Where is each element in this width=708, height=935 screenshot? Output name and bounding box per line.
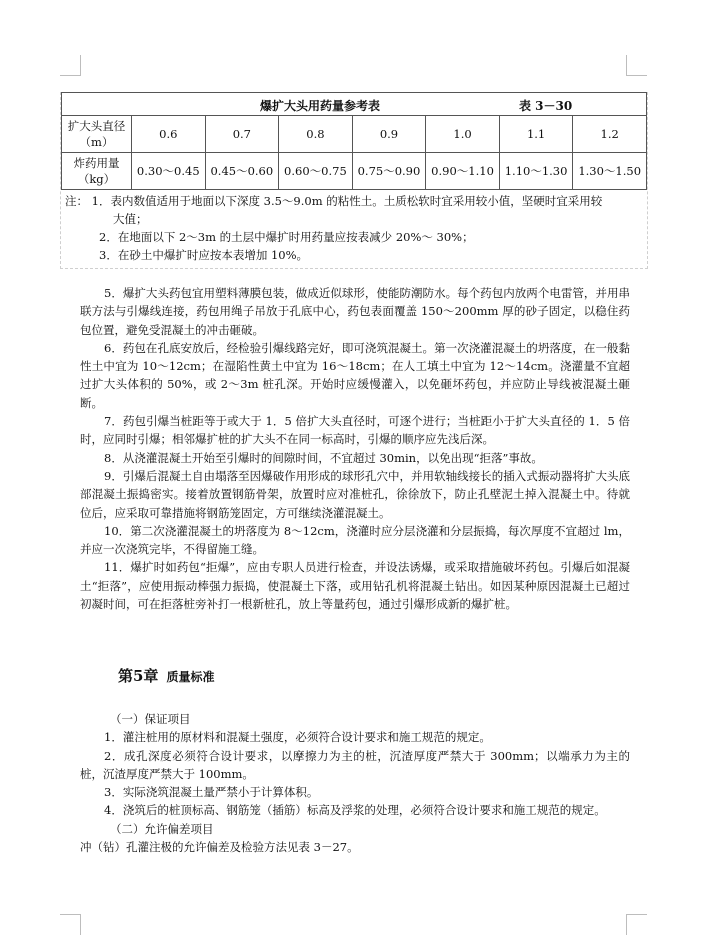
table-row-amount xyxy=(62,153,647,190)
table-cell: 1.0 xyxy=(426,116,500,153)
paragraph: 2．成孔深度必须符合设计要求，以摩擦力为主的桩，沉渣厚度严禁大于 300mm；以端承力为主的桩，沉渣厚度严禁大于 100mm。 xyxy=(80,748,630,781)
table-caption xyxy=(61,92,647,115)
paragraph: 10．第二次浇灌混凝土的坍落度为 8～12cm，浇灌时应分层浇灌和分层振捣，每次厚度不宜超过 lm，并应一次浇筑完毕，不得留施工缝。 xyxy=(80,523,630,557)
table-cell: 0.6 xyxy=(132,116,206,153)
table-cell: 0.75～0.90 xyxy=(352,153,426,190)
table-cell: 1.1 xyxy=(499,116,573,153)
table-note: 2．在地面以下 2～3m 的土层中爆扩时用药量应按表减少 20%～ 30%； xyxy=(99,230,474,244)
table-cell: 1.30～1.50 xyxy=(573,153,647,190)
table-cell: 1.10～1.30 xyxy=(499,153,573,190)
paragraph: 3．实际浇筑混凝土量严禁小于计算体积。 xyxy=(104,785,319,800)
subheading-guarantee: （一）保证项目 xyxy=(110,712,191,726)
table-cell: 0.60～0.75 xyxy=(279,153,353,190)
paragraph: 7．药包引爆当桩距等于或大于 1．5 倍扩大头直径时，可逐个进行；当桩距小于扩大头直径的 1．5 倍时，应同时引爆；相邻爆扩桩的扩大头不在同一标高时，引爆的顺序应先浅后深。 xyxy=(80,414,630,447)
table-note: 大值； xyxy=(113,212,148,226)
crop-mark-bottom-left xyxy=(60,914,81,935)
paragraph: 8．从浇灌混凝土开始至引爆时的间隙时间，不宜超过 30min，以免出现“拒落”事故。 xyxy=(104,450,543,465)
table-cell: 0.9 xyxy=(352,116,426,153)
paragraph: 冲（钻）孔灌注极的允许偏差及检验方法见表 3－27。 xyxy=(80,840,359,855)
paragraph: 5．爆扩大头药包宜用塑料薄膜包装，做成近似球形，使能防潮防水。每个药包内放两个电雷管，并用串联方法与引爆线连接，药包用绳子吊放于孔底中心，药包表面覆盖 150～200mm 厚的砂子固定，以稳住药包位置，避免受混凝土的冲击砸破。 xyxy=(80,286,630,337)
table-cell: 0.30～0.45 xyxy=(132,153,206,190)
dose-table xyxy=(61,115,647,190)
dose-table-block xyxy=(60,92,648,269)
table-row-diameter xyxy=(62,116,647,153)
crop-mark-bottom-right xyxy=(626,914,647,935)
section-body-top xyxy=(80,284,630,613)
table-notes xyxy=(61,190,647,268)
table-title: 爆扩大头用药量参考表 xyxy=(260,99,381,113)
chapter-title: 质量标准 xyxy=(166,670,215,684)
paragraph: 4．浇筑后的桩顶标高、钢筋笼（插筋）标高及浮浆的处理，必须符合设计要求和施工规范的规定。 xyxy=(104,803,606,818)
table-number: 表 3－30 xyxy=(519,99,573,113)
paragraph: 1．灌注桩用的原材料和混凝土强度，必须符合设计要求和施工规范的规定。 xyxy=(104,730,491,745)
chapter-number: 第5章 xyxy=(118,667,159,685)
table-cell: 0.7 xyxy=(205,116,279,153)
table-cell: 0.90～1.10 xyxy=(426,153,500,190)
paragraph: 11．爆扩时如药包“拒爆”，应由专职人员进行检查，并设法诱爆，或采取措施破坏药包。引爆后如混凝土“拒落”，应使用振动棒强力振捣，使混凝土下落，或用钻孔机将混凝土钻出。如因某种原因混凝土已超过初凝时间，可在拒落桩旁补打一根新桩孔，放上等量药包，通过引爆形成新的爆扩桩。 xyxy=(80,560,630,612)
paragraph: 9．引爆后混凝土自由塌落至因爆破作用形成的球形孔穴中，并用软轴线接长的插入式振动器将扩大头底部混凝土振捣密实。接着放置钢筋骨架，放置时应对准桩孔，徐徐放下，防止孔壁泥土掉入混凝土中。待就位后，应采取可靠措施将钢筋笼固定，方可继续浇灌混凝土。 xyxy=(80,468,630,520)
paragraph: 6．药包在孔底安放后，经检验引爆线路完好，即可浇筑混凝土。第一次浇灌混凝土的坍落度，在一般黏性土中宜为 10～12cm；在湿陷性黄土中宜为 16～18cm；在人工填土中宜为 12～14cm。浇灌量不宜超过扩大头体积的 50%，或 2～3m 桩孔深。开始时应缓慢灌入，以免砸坏药包，并应防止导线被混凝土砸断。 xyxy=(80,340,630,410)
table-cell: 1.2 xyxy=(573,116,647,153)
section-body-bottom xyxy=(80,710,630,856)
table-cell: 0.45～0.60 xyxy=(205,153,279,190)
row-header-diameter: 扩大头直径（m） xyxy=(62,116,132,153)
table-note: 3．在砂土中爆扩时应按本表增加 10%。 xyxy=(99,248,309,262)
table-cell: 0.8 xyxy=(279,116,353,153)
chapter-heading xyxy=(118,665,214,686)
crop-mark-top-right xyxy=(626,55,647,76)
row-header-amount: 炸药用量（kg） xyxy=(62,153,132,190)
subheading-tolerance: （二）允许偏差项目 xyxy=(110,821,214,836)
crop-mark-top-left xyxy=(60,55,81,76)
table-note: 注： 1．表内数值适用于地面以下深度 3.5～9.0m 的粘性土。土质松软时宜采用较小值，坚硬时宜采用较 xyxy=(65,194,603,208)
